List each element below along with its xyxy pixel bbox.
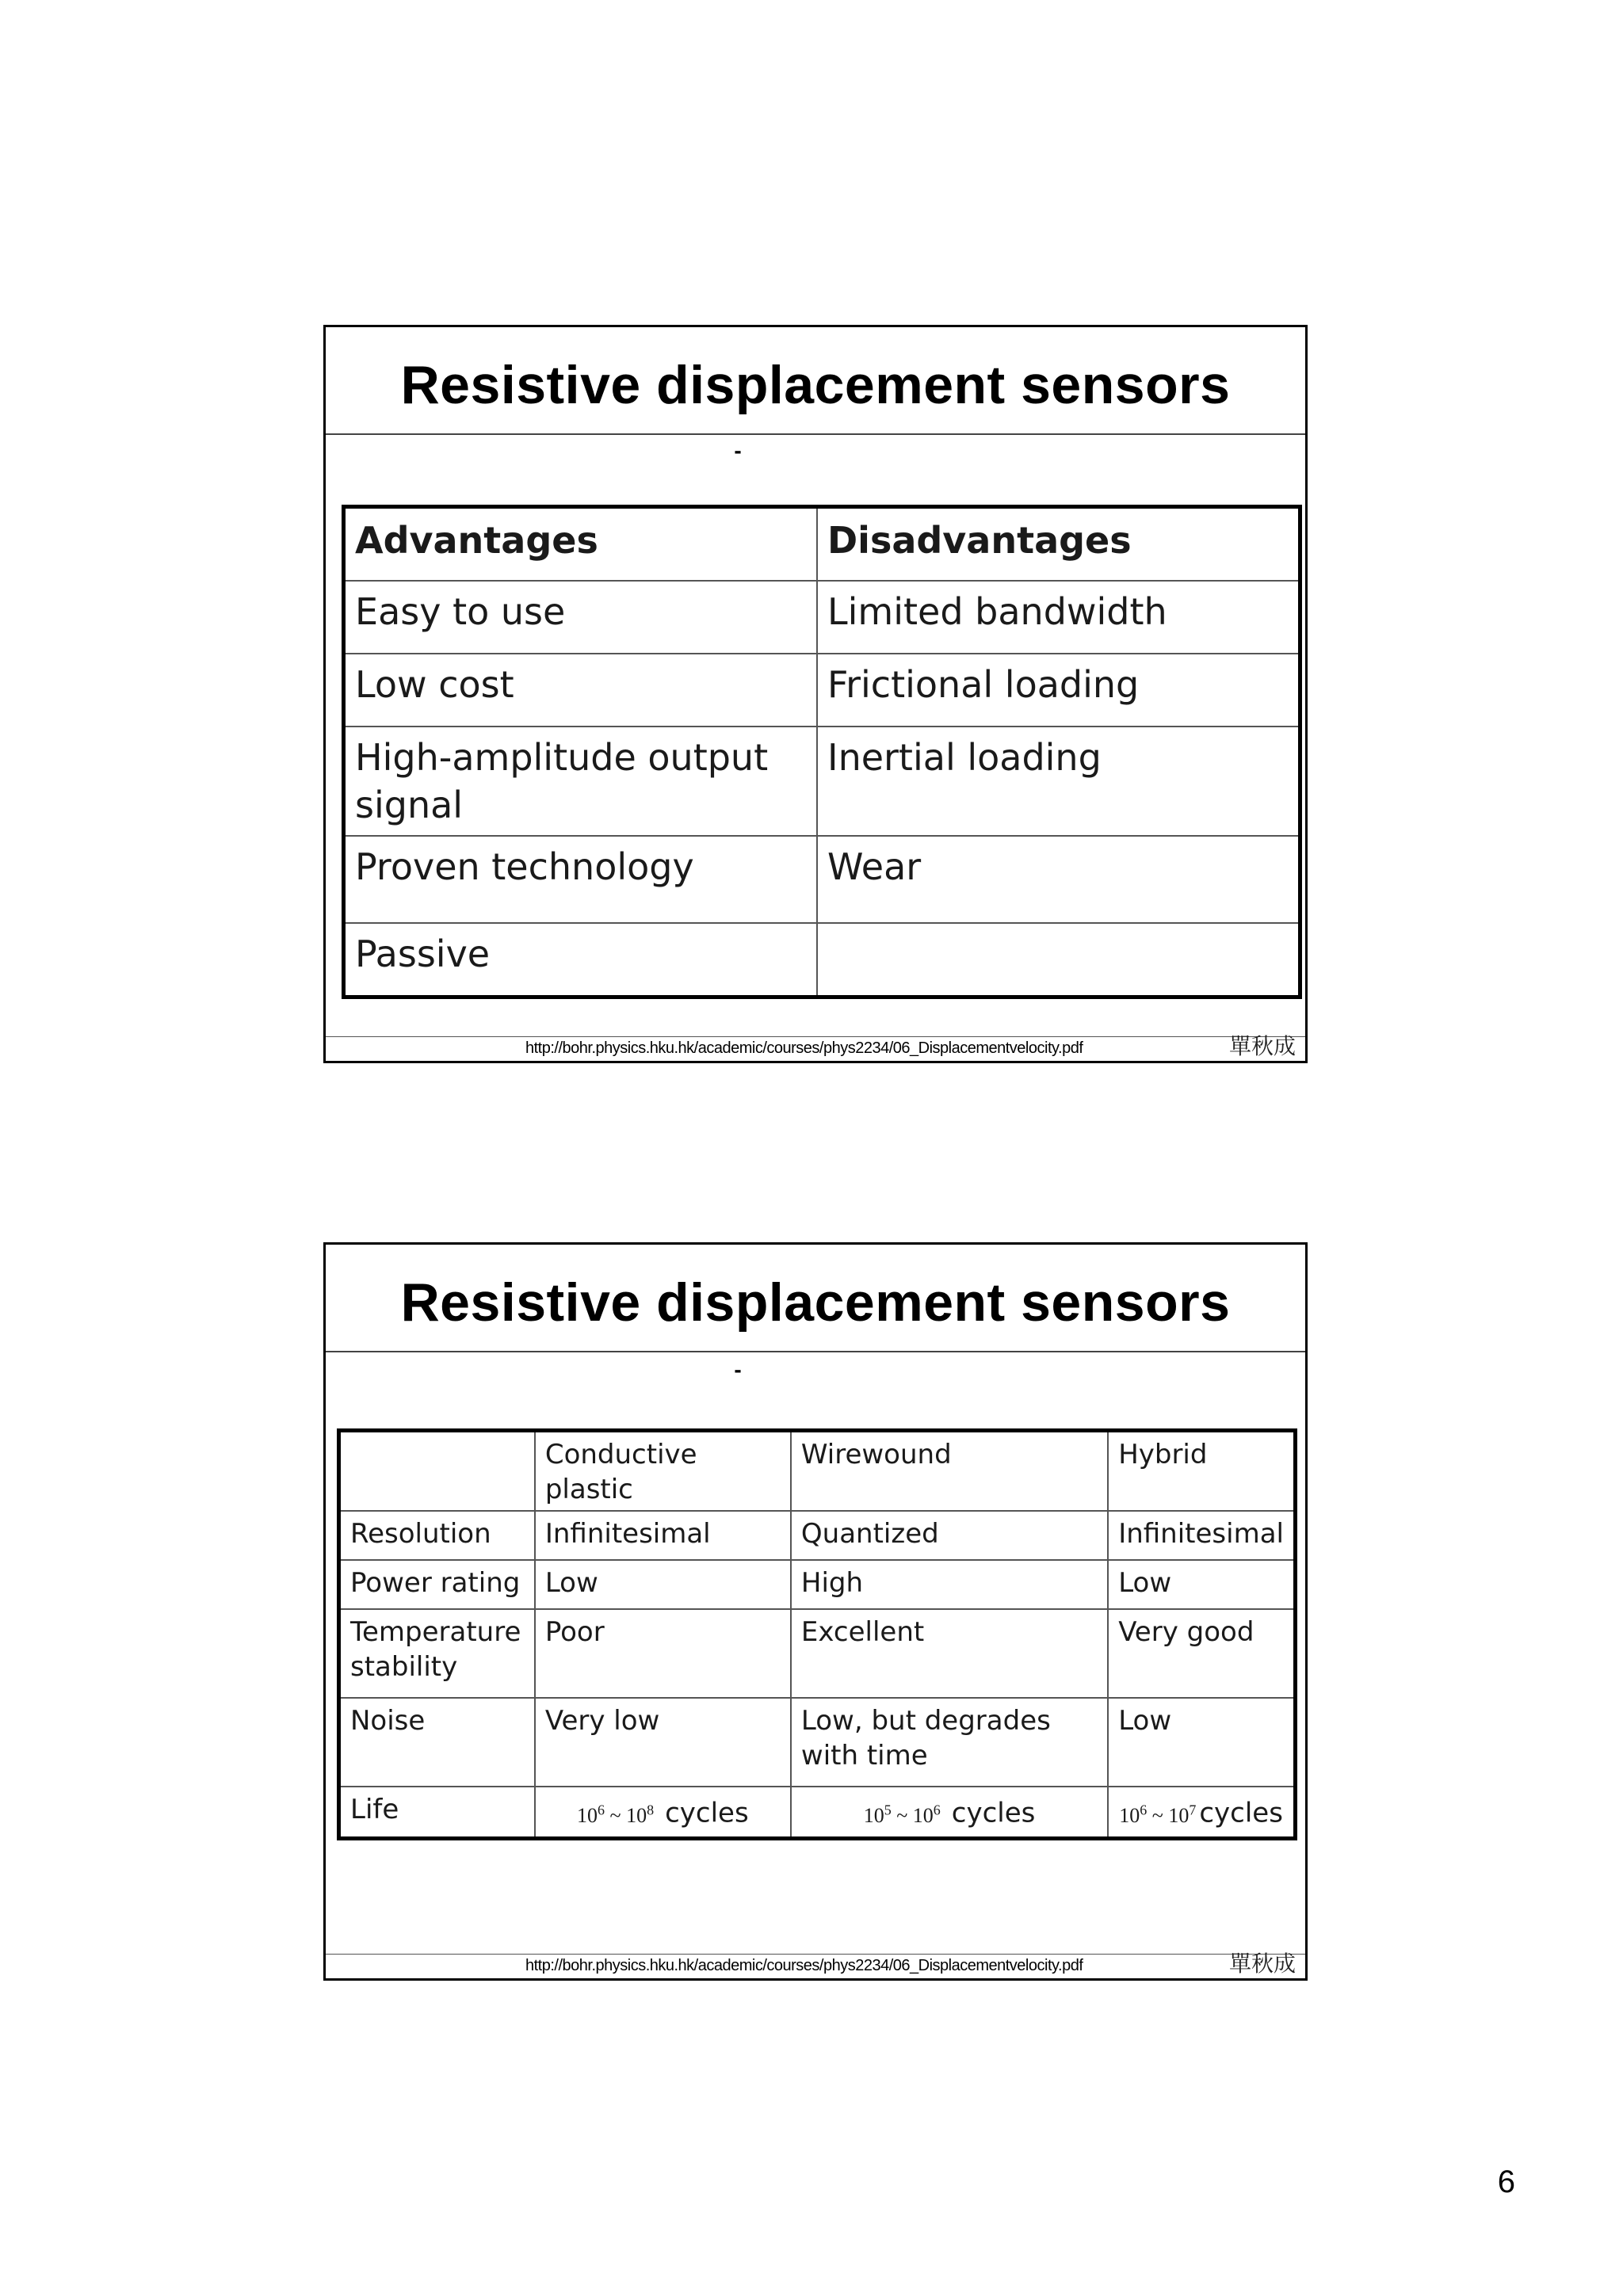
table-cell: Proven technology	[344, 836, 818, 923]
footer-divider	[326, 1954, 1305, 1955]
slide-1	[323, 325, 1308, 1063]
footer-author: 單秋成	[1228, 1033, 1296, 1059]
footer-divider	[326, 1036, 1305, 1037]
bullet-dash: -	[734, 1357, 742, 1382]
footer-author: 單秋成	[1228, 1951, 1296, 1977]
life-range: $10^6$ ~ $10^7$	[1119, 1802, 1197, 1827]
table-cell: Infinitesimal	[1108, 1511, 1295, 1560]
title-divider	[326, 1351, 1305, 1352]
life-cell-wirewound	[791, 1787, 1108, 1838]
table-cell: Easy to use	[344, 581, 818, 654]
footer-source-url: http://bohr.physics.hku.hk/academic/courses/phys2234/06_Displacementvelocity.pdf	[525, 1039, 1083, 1057]
slide-2	[323, 1242, 1308, 1981]
table-cell	[817, 923, 1300, 997]
table-cell: Very low	[535, 1698, 791, 1787]
table-row-label: Life	[339, 1787, 535, 1838]
table-cell: Low cost	[344, 654, 818, 727]
slide-title: Resistive displacement sensors	[400, 355, 1231, 415]
table-cell: Infinitesimal	[535, 1511, 791, 1560]
table-row-label: Noise	[339, 1698, 535, 1787]
life-unit: cycles	[665, 1797, 749, 1829]
table-cell: High	[791, 1560, 1108, 1609]
life-unit: cycles	[1199, 1797, 1283, 1829]
table-cell: Poor	[535, 1609, 791, 1698]
life-cell-hybrid	[1108, 1787, 1295, 1838]
table-header-empty	[339, 1431, 535, 1512]
table-row	[344, 923, 1300, 997]
table-cell: Limited bandwidth	[817, 581, 1300, 654]
table-row	[339, 1609, 1296, 1698]
table-cell: Excellent	[791, 1609, 1108, 1698]
life-range: $10^6$ ~ $10^8$	[577, 1802, 655, 1827]
table-cell: Low	[535, 1560, 791, 1609]
table-row	[339, 1560, 1296, 1609]
table-row-label: Power rating	[339, 1560, 535, 1609]
table-cell: Low	[1108, 1560, 1295, 1609]
table-row	[344, 654, 1300, 727]
table-row	[344, 727, 1300, 836]
table-header-advantages: Advantages	[344, 507, 818, 582]
table-row	[344, 836, 1300, 923]
table-row	[339, 1511, 1296, 1560]
life-cell-conductive-plastic	[535, 1787, 791, 1838]
bullet-dash: -	[734, 438, 742, 463]
table-row	[339, 1698, 1296, 1787]
table-row-label: Temperature stability	[339, 1609, 535, 1698]
table-cell: Wear	[817, 836, 1300, 923]
table-cell: Low	[1108, 1698, 1295, 1787]
table-cell: Low, but degrades with time	[791, 1698, 1108, 1787]
table-cell: Passive	[344, 923, 818, 997]
table-cell: Very good	[1108, 1609, 1295, 1698]
table-header-conductive-plastic: Conductive plastic	[535, 1431, 791, 1512]
table-header-hybrid: Hybrid	[1108, 1431, 1295, 1512]
potentiometer-comparison-table	[337, 1428, 1297, 1840]
table-row	[344, 581, 1300, 654]
title-divider	[326, 433, 1305, 435]
table-cell: Inertial loading	[817, 727, 1300, 836]
table-cell: Quantized	[791, 1511, 1108, 1560]
table-row-label: Resolution	[339, 1511, 535, 1560]
table-cell: Frictional loading	[817, 654, 1300, 727]
life-unit: cycles	[951, 1797, 1036, 1829]
footer-source-url: http://bohr.physics.hku.hk/academic/courses/phys2234/06_Displacementvelocity.pdf	[525, 1957, 1083, 1974]
page-number: 6	[1497, 2164, 1515, 2199]
table-header-wirewound: Wirewound	[791, 1431, 1108, 1512]
life-range: $10^5$ ~ $10^6$	[863, 1802, 941, 1827]
table-row	[339, 1787, 1296, 1838]
table-header-disadvantages: Disadvantages	[817, 507, 1300, 582]
slide-title: Resistive displacement sensors	[400, 1272, 1231, 1333]
advantages-disadvantages-table	[342, 505, 1302, 999]
table-cell: High-amplitude output signal	[344, 727, 818, 836]
table-header-row	[339, 1431, 1296, 1512]
